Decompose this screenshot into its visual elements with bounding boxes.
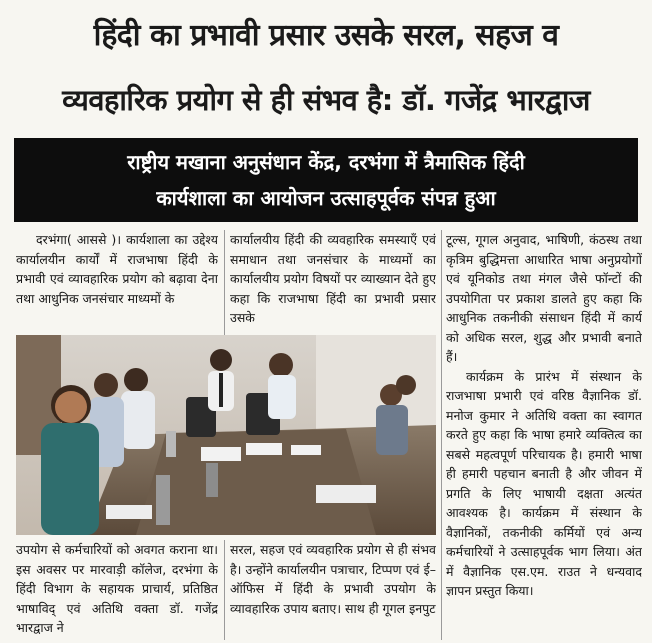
meeting-photo-illustration <box>16 335 436 535</box>
article-col2-top <box>230 230 436 330</box>
headline-line-1: हिंदी का प्रभावी प्रसार उसके सरल, सहज व <box>93 18 559 53</box>
article-paragraph: कार्यालयीय हिंदी की व्यवहारिक समस्याएँ एवं समाधान तथा जनसंचार के माध्यमों का कार्यालयीय प्रयोग विषयों पर व्याख्यान देते हुए कहा कि राजभाषा हिंदी का प्रभावी प्रसार उसके <box>230 232 436 325</box>
news-photo <box>16 335 436 535</box>
subheadline-line-1: राष्ट्रीय मखाना अनुसंधान केंद्र, दरभंगा में त्रैमासिक हिंदी <box>127 150 525 174</box>
article-paragraph: दरभंगा( आससे )। कार्यशाला का उद्देश्य कार्यालयीन कार्यों में राजभाषा हिंदी के प्रभावी एवं व्यावहारिक प्रयोग को बढ़ावा देना तथा आधुनिक जनसंचार माध्यमों के <box>16 232 218 306</box>
subheadline-banner <box>14 138 638 222</box>
article-col1-bottom <box>16 540 218 640</box>
column-rule <box>224 230 225 335</box>
article-paragraph: उपयोग से कर्मचारियों को अवगत कराना था। इस अवसर पर मारवाड़ी कॉलेज, दरभंगा के हिंदी विभाग के सहायक प्राचार्य, प्रतिष्ठित भाषाविद् एवं अतिथि वक्ता डॉ. गजेंद्र भारद्वाज ने <box>16 542 218 635</box>
article-col2-bottom <box>230 540 436 640</box>
column-rule <box>441 230 442 640</box>
article-col3 <box>446 230 642 640</box>
article-col1-top <box>16 230 218 330</box>
article-paragraph: कार्यक्रम के प्रारंभ में संस्थान के राजभाषा प्रभारी एवं वरिष्ठ वैज्ञानिक डॉ. मनोज कुमार ने अतिथि वक्ता का स्वागत करते हुए कहा कि भाषा हमारे व्यक्तित्व का सबसे महत्वपूर्ण परिचायक है। हमारी भाषा ही हमारी पहचान बनाती है और जीवन में प्रगति के लिए भाषायी दक्षता अत्यंत आवश्यक है। कार्यक्रम में संस्थान के वैज्ञानिकों, तकनीकी कर्मियों एवं अन्य कर्मचारियों ने उत्साहपूर्वक भाग लिया। अंत में वैज्ञानिक एस.एम. राउत ने धन्यवाद ज्ञापन प्रस्तुत किया। <box>446 368 642 598</box>
column-rule <box>224 540 225 640</box>
article-paragraph: सरल, सहज एवं व्यवहारिक प्रयोग से ही संभव है। उन्होंने कार्यालयीन पत्राचार, टिप्पण एवं ई–ऑफिस में हिंदी के प्रभावी उपयोग के व्यावहारिक उपाय बताए। साथ ही गूगल इनपुट <box>230 542 436 616</box>
headline-line-2: व्यवहारिक प्रयोग से ही संभव है: डॉ. गजेंद्र भारद्वाज <box>62 83 590 117</box>
article-paragraph: टूल्स, गूगल अनुवाद, भाषिणी, कंठस्थ तथा कृत्रिम बुद्धिमत्ता आधारित भाषा अनुप्रयोगों एवं यूनिकोड तथा मंगल जैसे फॉन्टों की उपयोगिता पर प्रकाश डालते हुए कहा कि आधुनिक तकनीकी संसाधन हिंदी में कार्य को अधिक सरल, शुद्ध और प्रभावी बनाते हैं। <box>446 232 642 364</box>
subheadline-line-2: कार्यशाला का आयोजन उत्साहपूर्वक संपन्न हुआ <box>156 186 496 210</box>
